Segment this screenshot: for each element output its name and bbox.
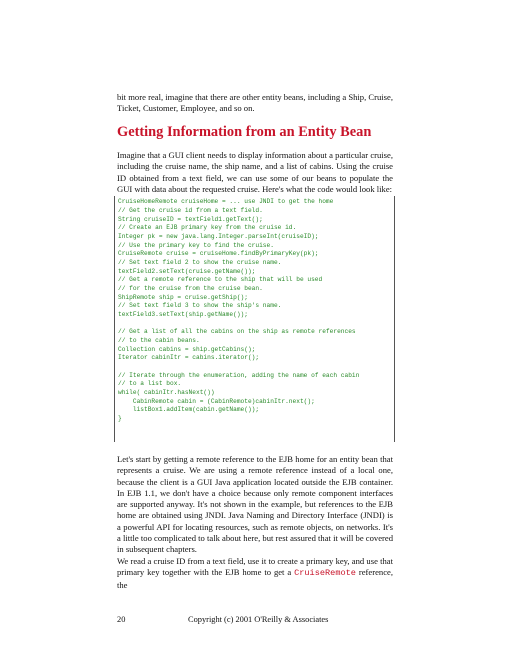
inline-code-cruiseremote: CruiseRemote [294,568,356,579]
code-line: // to a list box. [118,380,182,387]
code-line: } [118,415,122,422]
code-line: // for the cruise from the cruise bean. [118,285,263,292]
code-line: // Get a remote reference to the ship that will be used [118,276,323,283]
code-line: // Iterate through the enumeration, adding the name of each cabin [118,371,360,379]
code-line: ShipRemote ship = cruise.getShip(); [118,293,248,301]
code-line: textField3.setText(ship.getName()); [118,311,248,318]
code-line: String cruiseID = textField1.getText(); [118,215,263,223]
code-line: // Use the primary key to find the cruise. [118,241,274,249]
code-line: Collection cabins = ship.getCabins(); [118,345,256,353]
paragraph-3-text-start: We read a cruise ID from a text field, use it to create a primary key, and use that primary key together with the EJB home to get a [117,556,393,578]
code-line: // Set text field 2 to show the cruise name. [118,259,282,266]
code-line: CabinRemote cabin = (CabinRemote)cabinItr.next(); [118,397,315,405]
code-line: // Get the cruise id from a text field. [118,207,263,214]
code-line: listBox1.addItem(cabin.getName()); [118,406,260,413]
paragraph-2: Let's start by getting a remote reference to the EJB home for an entity bean that represents a cruise. We are using a remote reference instead of a local one, because the client is a GUI Java application located outside the EJB container. In EJB 1.1, we don't have a choice because only remote component interfaces are supported anyway. It's not shown in the example, but references to the EJB home are obtained using JNDI. Java Naming and Directory Interface (JNDI) is a powerful API for locating resources, such as remote objects, on networks. It's a little too complicated to talk about here, but rest assured that it will be covered in subsequent chapters. [117,454,393,555]
code-line: CruiseHomeRemote cruiseHome = ... use JNDI to get the home [118,198,334,205]
code-line: // Create an EJB primary key from the cruise id. [118,224,297,231]
footer-copyright: Copyright (c) 2001 O'Reilly & Associates [188,615,329,624]
code-line: CruiseRemote cruise = cruiseHome.findByPrimaryKey(pk); [118,250,319,257]
code-line: while( cabinItr.hasNext()) [118,389,215,396]
code-line: Iterator cabinItr = cabins.iterator(); [118,354,260,361]
paragraph-3-text-end: reference, the [117,567,393,590]
paragraph-3 [117,556,393,591]
intro-paragraph: bit more real, imagine that there are other entity beans, including a Ship, Cruise, Ticket, Customer, Employee, and so on. [117,92,393,114]
code-line: textField2.setText(cruise.getName()); [118,267,256,275]
code-line: // Get a list of all the cabins on the ship as remote references [118,328,356,335]
paragraph-1: Imagine that a GUI client needs to display information about a particular cruise, including the cruise name, the ship name, and a list of cabins. Using the cruise ID obtained from a text field, we can use some of our beans to populate the GUI with data about the requested cruise. Here's what the code would look like: [117,150,393,194]
code-line: Integer pk = new java.lang.Integer.parseInt(cruiseID); [118,233,319,240]
code-line: // to the cabin beans. [118,337,200,344]
section-heading: Getting Information from an Entity Bean [117,124,372,140]
code-line: // Set text field 3 to show the ship's name. [118,302,282,309]
page-number: 20 [117,615,126,624]
